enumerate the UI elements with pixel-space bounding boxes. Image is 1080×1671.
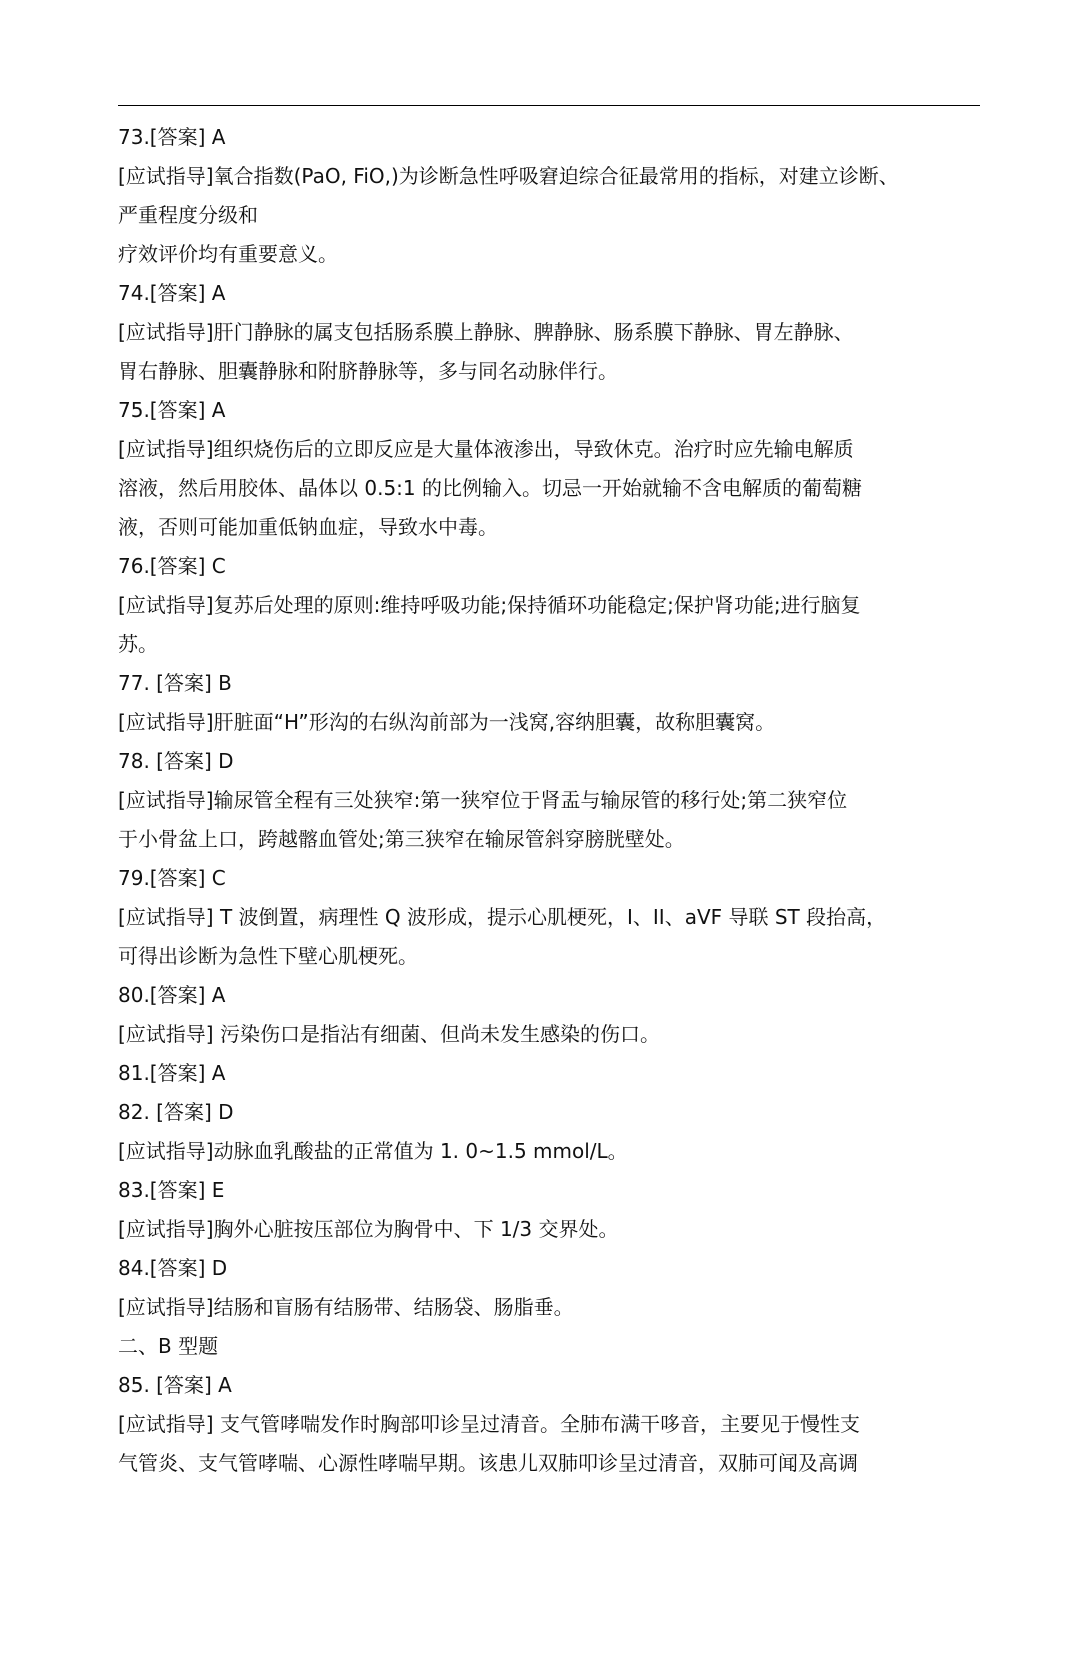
guidance-line: 胃右静脉、胆囊静脉和附脐静脉等，多与同名动脉伴行。 [118, 359, 618, 383]
guidance-line: [应试指导]动脉血乳酸盐的正常值为 1. 0~1.5 mmol/L。 [118, 1139, 628, 1163]
guidance-line: [应试指导] T 波倒置，病理性 Q 波形成，提示心肌梗死，I、II、aVF 导联 ST 段抬高， [118, 905, 887, 929]
answer-line: 83.[答案] E [118, 1178, 225, 1202]
guidance-line: 可得出诊断为急性下壁心肌梗死。 [118, 944, 418, 968]
guidance-line: [应试指导]输尿管全程有三处狭窄:第一狭窄位于肾盂与输尿管的移行处;第二狭窄位 [118, 788, 848, 812]
guidance-line: 气管炎、支气管哮喘、心源性哮喘早期。该患儿双肺叩诊呈过清音，双肺可闻及高调 [118, 1451, 858, 1475]
guidance-line: 溶液，然后用胶体、晶体以 0.5:1 的比例输入。切忌一开始就输不含电解质的葡萄糖 [118, 476, 862, 500]
guidance-line: [应试指导]复苏后处理的原则:维持呼吸功能;保持循环功能稳定;保护肾功能;进行脑复 [118, 593, 861, 617]
guidance-line: [应试指导]胸外心脏按压部位为胸骨中、下 1/3 交界处。 [118, 1217, 619, 1241]
answer-line: 75.[答案] A [118, 398, 226, 422]
guidance-line: [应试指导] 污染伤口是指沾有细菌、但尚未发生感染的伤口。 [118, 1022, 660, 1046]
answer-line: 85. [答案] A [118, 1373, 232, 1397]
header-rule [118, 105, 980, 106]
answer-line: 78. [答案] D [118, 749, 234, 773]
section-heading: 二、B 型题 [118, 1334, 219, 1358]
guidance-line: [应试指导] 支气管哮喘发作时胸部叩诊呈过清音。全肺布满干哆音，主要见于慢性支 [118, 1412, 860, 1436]
answer-explanations [118, 118, 998, 1483]
answer-line: 82. [答案] D [118, 1100, 234, 1124]
guidance-line: 液，否则可能加重低钠血症，导致水中毒。 [118, 515, 498, 539]
guidance-line: [应试指导]结肠和盲肠有结肠带、结肠袋、肠脂垂。 [118, 1295, 574, 1319]
answer-line: 80.[答案] A [118, 983, 226, 1007]
answer-line: 79.[答案] C [118, 866, 226, 890]
guidance-line: [应试指导]组织烧伤后的立即反应是大量体液渗出，导致休克。治疗时应先输电解质 [118, 437, 854, 461]
answer-line: 76.[答案] C [118, 554, 226, 578]
guidance-line: 于小骨盆上口，跨越髂血管处;第三狭窄在输尿管斜穿膀胱壁处。 [118, 827, 685, 851]
guidance-line: 严重程度分级和 [118, 203, 258, 227]
answer-line: 81.[答案] A [118, 1061, 226, 1085]
answer-line: 77. [答案] B [118, 671, 232, 695]
guidance-line: 疗效评价均有重要意义。 [118, 242, 338, 266]
guidance-line: 苏。 [118, 632, 158, 656]
answer-line: 84.[答案] D [118, 1256, 228, 1280]
answer-line: 73.[答案] A [118, 125, 226, 149]
guidance-line: [应试指导]肝脏面“H”形沟的右纵沟前部为一浅窝,容纳胆囊，故称胆囊窝。 [118, 710, 776, 734]
guidance-line: [应试指导]肝门静脉的属支包括肠系膜上静脉、脾静脉、肠系膜下静脉、胃左静脉、 [118, 320, 854, 344]
answer-line: 74.[答案] A [118, 281, 226, 305]
guidance-line: [应试指导]氧合指数(PaO, FiO,)为诊断急性呼吸窘迫综合征最常用的指标，对建立诊断、 [118, 164, 899, 188]
